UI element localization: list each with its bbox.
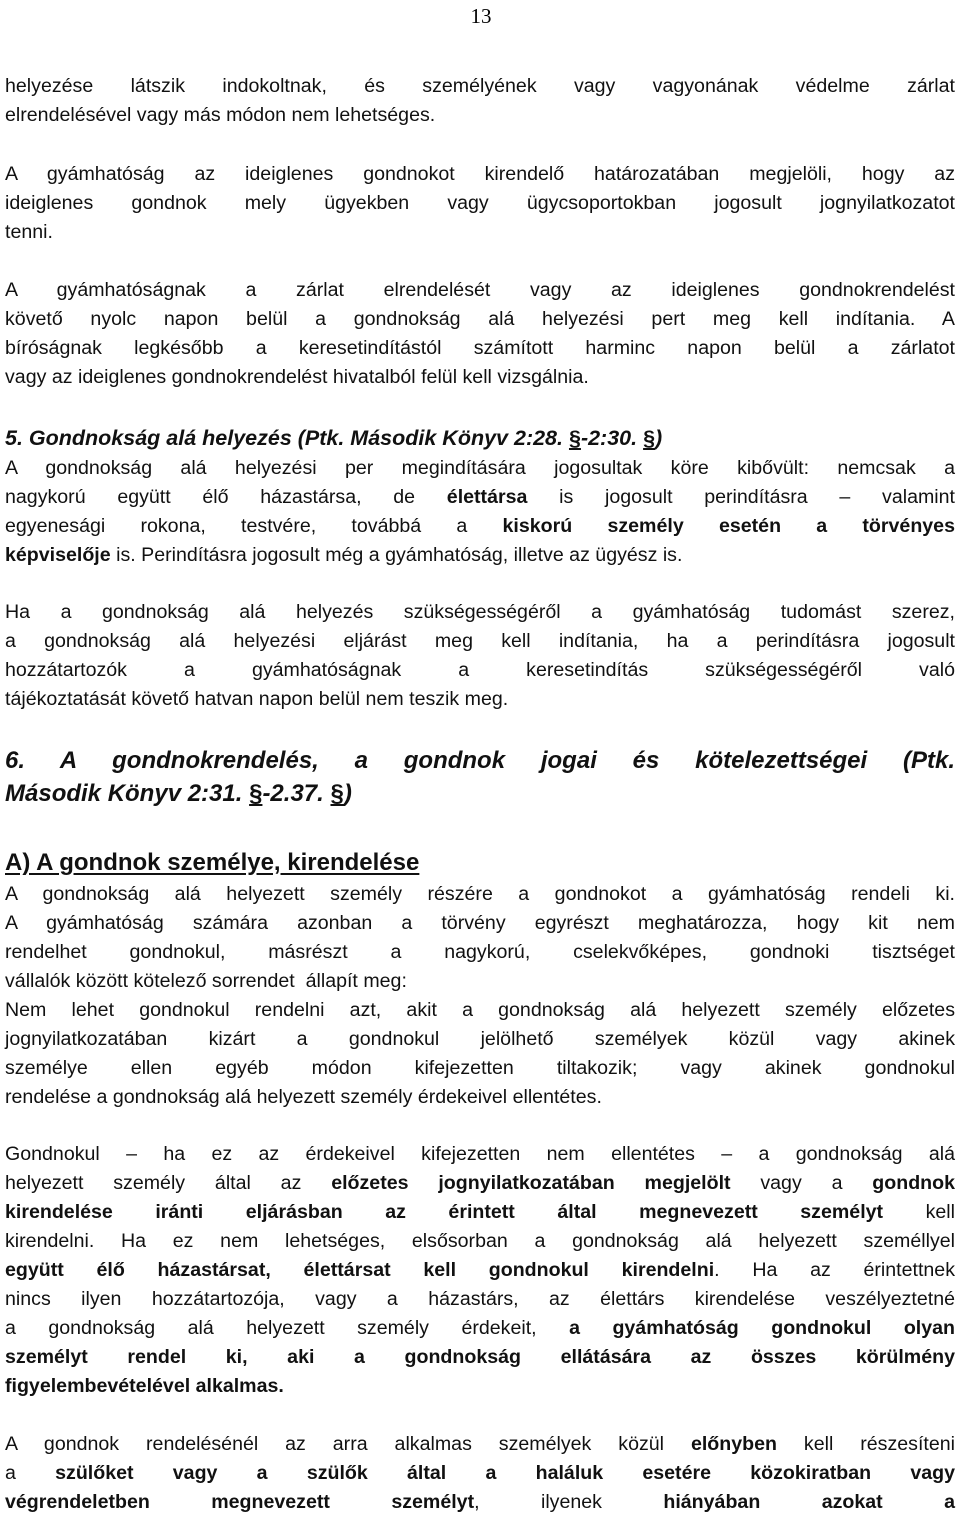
section-sign-icon: § — [643, 426, 656, 450]
section-sign-icon: § — [330, 780, 344, 807]
paragraph-guardian-person — [5, 880, 955, 1112]
text-run: egyenesági rokona, testvére, továbbá a — [5, 515, 503, 537]
bold-run: előnyben — [690, 1433, 777, 1455]
text-run: A gondnok rendelésénél az arra alkalmas személyek közül — [5, 1433, 691, 1455]
text-run: kell részesíteni — [776, 1433, 955, 1455]
text-line — [5, 1198, 955, 1227]
text-line: Gondnokul – ha ez az érdekeivel kifejezetten nem ellentétes – a gondnokság alá — [5, 1143, 955, 1165]
text-line: rendelése a gondnokság alá helyezett személy érdekeivel ellentétes. — [5, 1086, 602, 1108]
text-line: ideiglenes gondnok mely ügyekben vagy ügycsoportokban jogosult jognyilatkozatot — [5, 192, 955, 214]
text-line: elrendelésével vagy más módon nem lehetséges. — [5, 104, 436, 126]
text-line: A gyámhatóságnak a zárlat elrendelését vagy az ideiglenes gondnokrendelést — [5, 279, 955, 301]
paragraph-temporary-guardian — [5, 160, 955, 247]
text-line: vagy az ideiglenes gondnokrendelést hivatalból felül kell vizsgálnia. — [5, 366, 589, 388]
bold-run: figyelembevételével alkalmas. — [5, 1375, 284, 1397]
bold-run: gondnok — [872, 1172, 956, 1194]
text-line — [5, 1372, 955, 1401]
paragraph-entitled-persons — [5, 454, 955, 570]
text-line: helyezése látszik indokoltnak, és személyének vagy vagyonának védelme zárlat — [5, 75, 955, 97]
heading-text: -2:30. — [580, 426, 644, 450]
bold-run: szülőket vagy a szülők által a haláluk esetére közokiratban vagy — [55, 1462, 955, 1484]
text-line: tenni. — [5, 221, 53, 243]
text-line — [5, 1488, 955, 1517]
section-heading-6 — [5, 744, 955, 810]
bold-run: személyt rendel ki, aki a gondnokság ellátására az összes körülmény — [5, 1346, 955, 1368]
paragraph-guardian-order — [5, 1140, 955, 1401]
text-run: vagy a — [730, 1172, 873, 1194]
bold-run: a gyámhatóság gondnokul olyan — [569, 1317, 955, 1339]
text-line: vállalók között kötelező sorrendet állapít meg: — [5, 970, 407, 992]
text-line — [5, 1430, 955, 1459]
heading-text: Második Könyv 2:31. — [5, 780, 250, 807]
text-line — [5, 1343, 955, 1372]
heading-text: -2.37. — [262, 780, 331, 807]
section-heading-5 — [5, 424, 955, 453]
heading-text: 5. Gondnokság alá helyezés (Ptk. Második Könyv 2:28. — [5, 426, 569, 450]
text-line: A gondnokság alá helyezett személy részére a gondnokot a gyámhatóság rendeli ki. — [5, 883, 955, 905]
bold-run: kiskorú személy esetén a törvényes — [502, 515, 955, 537]
text-run: . Ha az érintettnek — [714, 1259, 955, 1281]
heading-text: ) — [655, 426, 663, 450]
text-line: jognyilatkozatában kizárt a gondnokul jelölhető személyek közül vagy akinek — [5, 1028, 955, 1050]
text-line: A gondnokság alá helyezési per megindítására jogosultak köre kibővült: nemcsak a — [5, 457, 955, 479]
text-run: kell — [883, 1201, 955, 1223]
paragraph-guardianship-authority — [5, 276, 955, 392]
paragraph-continuation — [5, 72, 955, 130]
paragraph-procedure — [5, 598, 955, 714]
text-line: nincs ilyen hozzátartozója, vagy a házastárs, az élettárs kirendelése veszélyeztetné — [5, 1288, 955, 1310]
paragraph-preference — [5, 1430, 955, 1517]
text-line: A gyámhatóság számára azonban a törvény egyrészt meghatározza, hogy kit nem — [5, 912, 955, 934]
text-line — [5, 1256, 955, 1285]
text-line — [5, 1314, 955, 1343]
text-line — [5, 512, 955, 541]
text-line: bíróságnak legkésőbb a keresetindítástól számított harminc napon belül a zárlatot — [5, 337, 955, 359]
text-run: nagykorú együtt élő házastársa, de — [5, 486, 447, 508]
section-sign-icon: § — [249, 780, 263, 807]
text-line: A gyámhatóság az ideiglenes gondnokot kirendelő határozatában megjelöli, hogy az — [5, 163, 955, 185]
text-line — [5, 1169, 955, 1198]
text-run: a gondnokság alá helyezett személy érdekeit, — [5, 1317, 570, 1339]
text-run: , ilyenek — [474, 1491, 664, 1513]
text-line: Nem lehet gondnokul rendelni azt, akit a gondnokság alá helyezett személy előzetes — [5, 999, 955, 1021]
text-run: is. Perindításra jogosult még a gyámhatóság, illetve az ügyész is. — [110, 544, 683, 566]
text-line: személye ellen egyéb módon kifejezetten tiltakozik; vagy akinek gondnokul — [5, 1057, 955, 1079]
bold-run: végrendeletben megnevezett személyt — [5, 1491, 475, 1513]
section-sign-icon: § — [568, 426, 581, 450]
text-line: követő nyolc napon belül a gondnokság alá helyezési pert meg kell indítania. A — [5, 308, 955, 330]
text-line: rendelhet gondnokul, másrészt a nagykorú, cselekvőképes, gondnoki tisztséget — [5, 941, 955, 963]
page-number: 13 — [470, 4, 492, 28]
text-line: kirendelni. Ha ez nem lehetséges, elsősorban a gondnokság alá helyezett személlyel — [5, 1230, 955, 1252]
bold-run: előzetes jognyilatkozatában megjelölt — [331, 1172, 731, 1194]
bold-run: élettársa — [446, 486, 528, 508]
bold-run: kirendelése iránti eljárásban az érintett által megnevezett személyt — [5, 1201, 884, 1223]
text-line: hozzátartozók a gyámhatóságnak a keresetindítás szükségességéről való — [5, 659, 955, 681]
bold-run: képviselője — [5, 544, 111, 566]
text-line — [5, 1459, 955, 1488]
text-line — [5, 483, 955, 512]
bold-run: hiányában azokat a — [663, 1491, 955, 1513]
heading-text: 6. A gondnokrendelés, a gondnok jogai és kötelezettségei (Ptk. — [5, 747, 955, 774]
subsection-heading-a: A) A gondnok személye, kirendelése — [5, 849, 420, 876]
bold-run: együtt élő házastársat, élettársat kell gondnokul kirendelni — [5, 1259, 715, 1281]
text-line — [5, 541, 955, 570]
text-run: helyezett személy által az — [5, 1172, 332, 1194]
text-line: tájékoztatását követő hatvan napon belül nem teszik meg. — [5, 688, 509, 710]
text-line: a gondnokság alá helyezési eljárást meg kell indítania, ha a perindításra jogosult — [5, 630, 955, 652]
heading-text: ) — [343, 780, 352, 807]
text-run: a — [5, 1462, 56, 1484]
text-run: is jogosult perindításra – valamint — [527, 486, 955, 508]
text-line: Ha a gondnokság alá helyezés szükségességéről a gyámhatóság tudomást szerez, — [5, 601, 955, 623]
